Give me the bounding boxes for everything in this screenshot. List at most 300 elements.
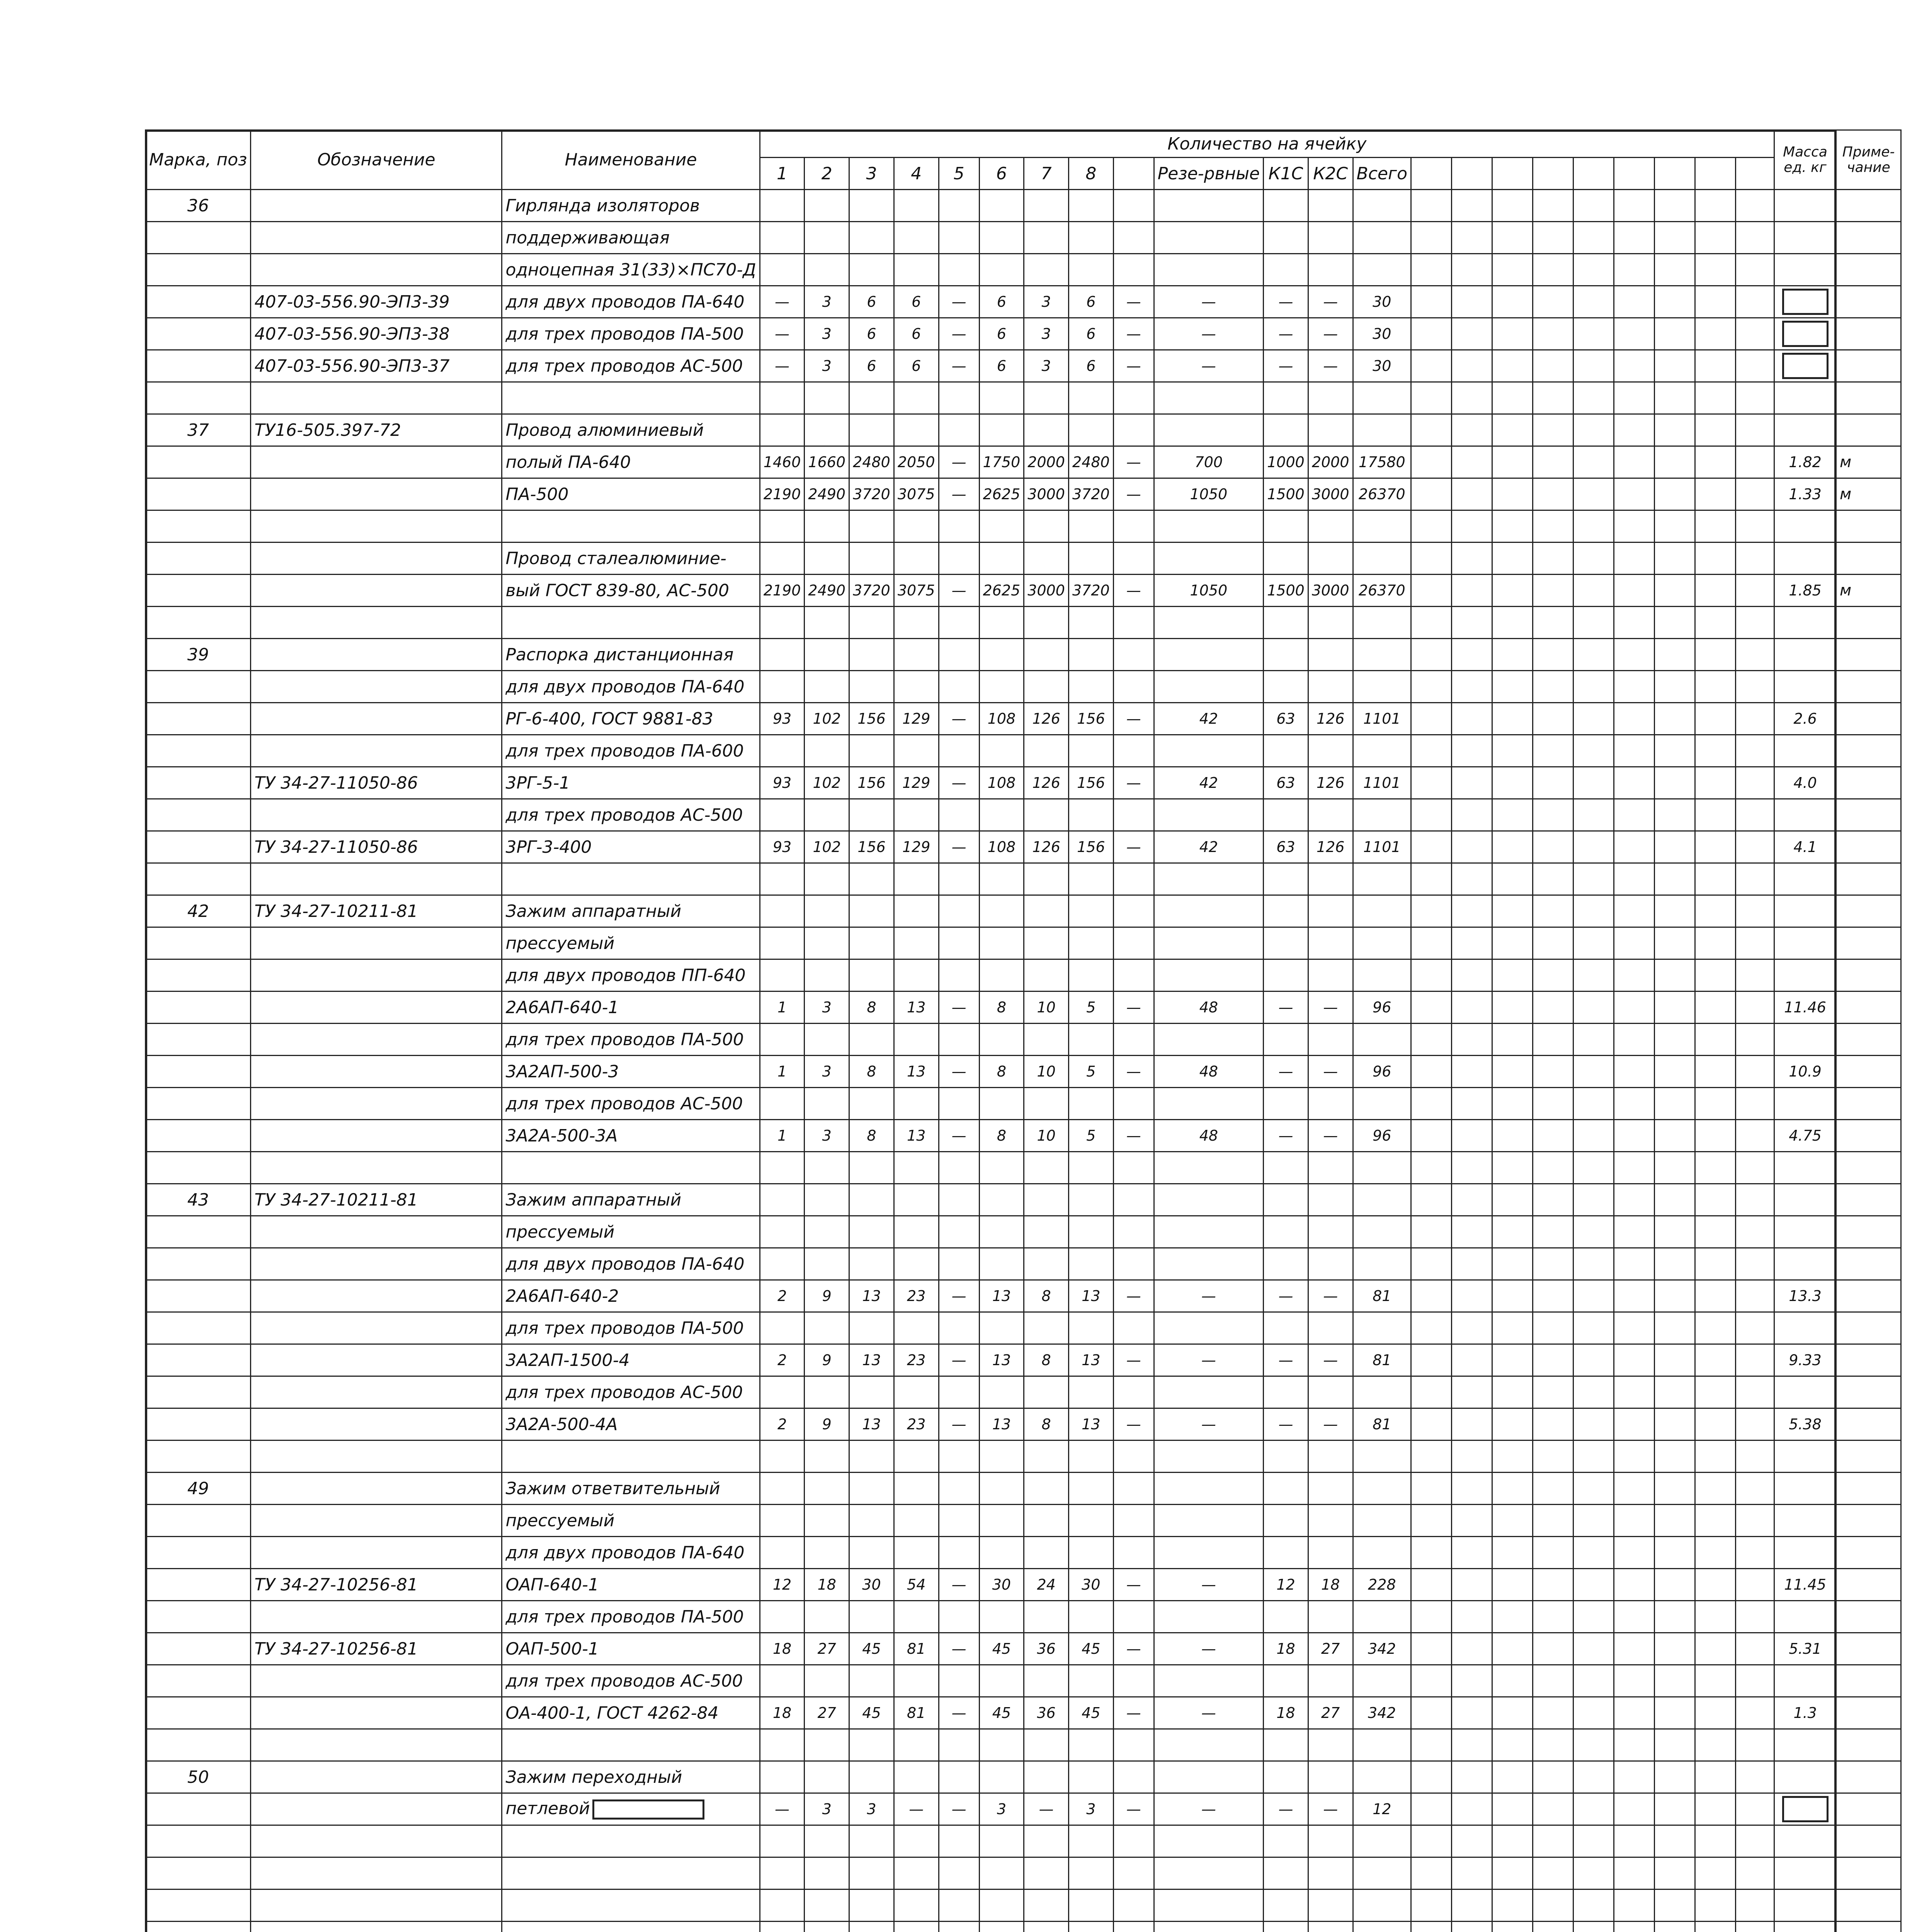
quantity-cell bbox=[1533, 1665, 1573, 1697]
quantity-cell bbox=[1695, 446, 1736, 478]
quantity-cell bbox=[979, 1889, 1024, 1922]
quantity-cell bbox=[849, 1922, 894, 1932]
quantity-cell bbox=[1655, 1184, 1695, 1216]
quantity-cell bbox=[1614, 1793, 1655, 1825]
quantity-cell: 3075 bbox=[894, 575, 939, 607]
quantity-cell bbox=[1154, 799, 1263, 831]
quantity-cell: 1101 bbox=[1353, 703, 1411, 735]
quantity-cell bbox=[894, 671, 939, 703]
quantity-cell: 156 bbox=[849, 703, 894, 735]
table-row bbox=[146, 1569, 1901, 1601]
name-cell bbox=[502, 863, 760, 895]
quantity-subheader bbox=[1614, 158, 1655, 190]
quantity-cell: 129 bbox=[894, 703, 939, 735]
quantity-cell bbox=[1736, 1889, 1774, 1922]
quantity-cell bbox=[1655, 671, 1695, 703]
mass-cell bbox=[1774, 1216, 1836, 1248]
name-cell bbox=[502, 1505, 760, 1537]
name-text: Зажим ответвительный bbox=[505, 1478, 720, 1498]
position-cell bbox=[146, 1922, 251, 1932]
quantity-cell bbox=[1113, 1376, 1154, 1408]
quantity-cell: — bbox=[939, 446, 979, 478]
quantity-cell bbox=[1655, 1569, 1695, 1601]
quantity-cell bbox=[1736, 318, 1774, 350]
designation-cell bbox=[251, 927, 502, 959]
blank-mass-box bbox=[1782, 353, 1829, 379]
quantity-cell bbox=[1154, 927, 1263, 959]
note-cell bbox=[1836, 190, 1901, 222]
quantity-cell bbox=[979, 1729, 1024, 1761]
quantity-cell bbox=[1614, 1056, 1655, 1088]
quantity-cell bbox=[1736, 992, 1774, 1024]
quantity-cell: — bbox=[1154, 286, 1263, 318]
quantity-cell: 9 bbox=[805, 1408, 849, 1440]
quantity-cell bbox=[1154, 1312, 1263, 1344]
designation-cell: ТУ 34-27-10256-81 bbox=[251, 1633, 502, 1665]
quantity-cell: 228 bbox=[1353, 1569, 1411, 1601]
quantity-cell bbox=[1533, 1184, 1573, 1216]
quantity-subheader: 8 bbox=[1069, 158, 1114, 190]
quantity-cell: 96 bbox=[1353, 992, 1411, 1024]
quantity-cell bbox=[760, 382, 805, 414]
quantity-cell bbox=[1411, 382, 1452, 414]
note-cell bbox=[1836, 992, 1901, 1024]
quantity-cell bbox=[849, 607, 894, 639]
quantity-cell: 42 bbox=[1154, 831, 1263, 863]
quantity-cell bbox=[939, 414, 979, 446]
quantity-cell bbox=[939, 1761, 979, 1793]
quantity-cell bbox=[1736, 1473, 1774, 1505]
quantity-cell bbox=[1533, 1505, 1573, 1537]
name-cell bbox=[502, 1537, 760, 1569]
quantity-cell: 45 bbox=[849, 1633, 894, 1665]
quantity-cell: 2490 bbox=[805, 478, 849, 510]
quantity-cell bbox=[1533, 190, 1573, 222]
quantity-cell bbox=[1655, 575, 1695, 607]
quantity-cell bbox=[1614, 1889, 1655, 1922]
quantity-cell bbox=[894, 382, 939, 414]
quantity-cell: — bbox=[1113, 992, 1154, 1024]
quantity-cell bbox=[1573, 1088, 1614, 1120]
quantity-cell bbox=[1069, 671, 1114, 703]
quantity-cell: 3720 bbox=[1069, 575, 1114, 607]
quantity-cell bbox=[1492, 1152, 1533, 1184]
designation-cell bbox=[251, 1440, 502, 1473]
quantity-cell: 9 bbox=[805, 1344, 849, 1376]
quantity-cell bbox=[1154, 959, 1263, 992]
quantity-cell: 156 bbox=[1069, 831, 1114, 863]
quantity-cell: 156 bbox=[849, 831, 894, 863]
quantity-cell: — bbox=[939, 1120, 979, 1152]
quantity-cell bbox=[1614, 1152, 1655, 1184]
table-row bbox=[146, 1120, 1901, 1152]
quantity-cell: 3720 bbox=[1069, 478, 1114, 510]
quantity-cell: 3 bbox=[1024, 318, 1069, 350]
quantity-cell: 63 bbox=[1264, 831, 1308, 863]
quantity-cell: 8 bbox=[979, 1056, 1024, 1088]
quantity-cell: 6 bbox=[894, 350, 939, 382]
quantity-cell: 13 bbox=[849, 1408, 894, 1440]
name-text: для трех проводов ПА-500 bbox=[505, 1318, 744, 1338]
quantity-cell bbox=[1736, 1088, 1774, 1120]
quantity-cell: 18 bbox=[760, 1633, 805, 1665]
quantity-cell bbox=[1614, 1569, 1655, 1601]
quantity-cell: 45 bbox=[1069, 1633, 1114, 1665]
mass-cell bbox=[1774, 1857, 1836, 1889]
quantity-cell: 54 bbox=[894, 1569, 939, 1601]
name-text: для трех проводов ПА-500 bbox=[505, 1029, 744, 1049]
quantity-cell bbox=[1736, 382, 1774, 414]
quantity-cell bbox=[1573, 863, 1614, 895]
quantity-cell bbox=[1533, 350, 1573, 382]
quantity-cell bbox=[1353, 1088, 1411, 1120]
quantity-cell: 2625 bbox=[979, 575, 1024, 607]
quantity-cell bbox=[1452, 831, 1492, 863]
quantity-cell bbox=[1308, 1889, 1353, 1922]
quantity-cell bbox=[1411, 1601, 1452, 1633]
quantity-cell: 81 bbox=[1353, 1408, 1411, 1440]
table-row bbox=[146, 1761, 1901, 1793]
quantity-cell bbox=[1411, 639, 1452, 671]
quantity-cell bbox=[1573, 286, 1614, 318]
quantity-cell bbox=[1655, 1857, 1695, 1889]
quantity-cell bbox=[1492, 639, 1533, 671]
mass-cell: 1.3 bbox=[1774, 1697, 1836, 1729]
note-cell bbox=[1836, 1569, 1901, 1601]
quantity-cell bbox=[1573, 222, 1614, 254]
quantity-cell bbox=[1069, 510, 1114, 543]
designation-cell: ТУ 34-27-11050-86 bbox=[251, 831, 502, 863]
name-cell bbox=[502, 639, 760, 671]
quantity-cell bbox=[1614, 767, 1655, 799]
quantity-cell: — bbox=[1113, 286, 1154, 318]
quantity-cell bbox=[939, 863, 979, 895]
quantity-cell: 5 bbox=[1069, 1056, 1114, 1088]
quantity-cell bbox=[1695, 1665, 1736, 1697]
quantity-cell: 2 bbox=[760, 1408, 805, 1440]
quantity-cell bbox=[1492, 1505, 1533, 1537]
quantity-cell bbox=[1533, 1408, 1573, 1440]
table-row bbox=[146, 767, 1901, 799]
name-text: полый ПА-640 bbox=[505, 452, 631, 472]
designation-cell bbox=[251, 1280, 502, 1312]
name-cell bbox=[502, 286, 760, 318]
quantity-cell bbox=[760, 639, 805, 671]
quantity-cell bbox=[1411, 799, 1452, 831]
quantity-cell bbox=[1573, 1569, 1614, 1601]
position-cell bbox=[146, 1793, 251, 1825]
quantity-cell: 2480 bbox=[849, 446, 894, 478]
quantity-cell bbox=[1695, 1697, 1736, 1729]
quantity-cell bbox=[1736, 446, 1774, 478]
quantity-cell: 42 bbox=[1154, 767, 1263, 799]
quantity-cell: 3 bbox=[805, 350, 849, 382]
quantity-cell bbox=[1492, 222, 1533, 254]
quantity-cell bbox=[1492, 1665, 1533, 1697]
quantity-cell bbox=[1069, 735, 1114, 767]
quantity-cell bbox=[1113, 222, 1154, 254]
quantity-cell bbox=[1533, 1857, 1573, 1889]
quantity-cell bbox=[1113, 1248, 1154, 1280]
quantity-cell bbox=[1492, 1793, 1533, 1825]
table-row bbox=[146, 1922, 1901, 1932]
quantity-cell bbox=[1614, 1120, 1655, 1152]
quantity-cell bbox=[1308, 1857, 1353, 1889]
quantity-cell: 6 bbox=[1069, 350, 1114, 382]
quantity-cell bbox=[1573, 1601, 1614, 1633]
quantity-cell bbox=[1492, 1280, 1533, 1312]
quantity-cell bbox=[849, 863, 894, 895]
note-cell bbox=[1836, 1024, 1901, 1056]
quantity-cell bbox=[1069, 222, 1114, 254]
mass-cell bbox=[1774, 414, 1836, 446]
quantity-cell bbox=[1264, 1216, 1308, 1248]
quantity-cell bbox=[1492, 1922, 1533, 1932]
quantity-cell bbox=[1411, 1280, 1452, 1312]
quantity-cell: 6 bbox=[849, 318, 894, 350]
name-cell bbox=[502, 895, 760, 927]
quantity-cell bbox=[1024, 382, 1069, 414]
quantity-cell bbox=[1308, 1505, 1353, 1537]
name-text: прессуемый bbox=[505, 1222, 615, 1242]
quantity-cell bbox=[1024, 1761, 1069, 1793]
quantity-cell bbox=[1655, 1633, 1695, 1665]
designation-cell bbox=[251, 607, 502, 639]
quantity-cell bbox=[1452, 1216, 1492, 1248]
quantity-cell bbox=[1695, 703, 1736, 735]
designation-cell bbox=[251, 992, 502, 1024]
quantity-cell bbox=[1154, 1216, 1263, 1248]
note-cell bbox=[1836, 1697, 1901, 1729]
quantity-cell bbox=[1069, 1184, 1114, 1216]
quantity-cell: 13 bbox=[1069, 1408, 1114, 1440]
quantity-cell: 1 bbox=[760, 1120, 805, 1152]
quantity-cell: — bbox=[939, 286, 979, 318]
quantity-cell: — bbox=[1154, 350, 1263, 382]
position-cell: 49 bbox=[146, 1473, 251, 1505]
name-cell bbox=[502, 927, 760, 959]
quantity-cell bbox=[939, 1088, 979, 1120]
name-cell bbox=[502, 1857, 760, 1889]
position-cell: 43 bbox=[146, 1184, 251, 1216]
quantity-cell bbox=[1264, 927, 1308, 959]
quantity-cell: 2 bbox=[760, 1280, 805, 1312]
quantity-cell bbox=[1573, 575, 1614, 607]
quantity-cell bbox=[1533, 1120, 1573, 1152]
mass-cell bbox=[1774, 1601, 1836, 1633]
quantity-cell bbox=[1154, 1665, 1263, 1697]
position-cell bbox=[146, 478, 251, 510]
quantity-cell bbox=[1655, 1665, 1695, 1697]
quantity-subheader bbox=[1533, 158, 1573, 190]
note-cell bbox=[1836, 1922, 1901, 1932]
quantity-cell: 129 bbox=[894, 767, 939, 799]
position-cell bbox=[146, 1248, 251, 1280]
quantity-cell bbox=[760, 1537, 805, 1569]
quantity-cell: — bbox=[1308, 286, 1353, 318]
position-cell: 36 bbox=[146, 190, 251, 222]
quantity-cell: 63 bbox=[1264, 703, 1308, 735]
quantity-cell bbox=[849, 639, 894, 671]
note-cell bbox=[1836, 1665, 1901, 1697]
mass-cell: 1.82 bbox=[1774, 446, 1836, 478]
quantity-cell bbox=[939, 1825, 979, 1857]
quantity-cell bbox=[1533, 1088, 1573, 1120]
designation-cell bbox=[251, 735, 502, 767]
quantity-cell bbox=[1533, 286, 1573, 318]
position-cell bbox=[146, 959, 251, 992]
quantity-cell bbox=[849, 543, 894, 575]
table-row bbox=[146, 222, 1901, 254]
quantity-cell bbox=[894, 735, 939, 767]
quantity-cell bbox=[1452, 190, 1492, 222]
quantity-cell: 13 bbox=[979, 1408, 1024, 1440]
quantity-cell: 36 bbox=[1024, 1697, 1069, 1729]
quantity-cell bbox=[1533, 1024, 1573, 1056]
quantity-cell bbox=[1533, 799, 1573, 831]
quantity-cell bbox=[1492, 1344, 1533, 1376]
quantity-cell: 2625 bbox=[979, 478, 1024, 510]
quantity-cell bbox=[1452, 1761, 1492, 1793]
quantity-cell bbox=[1411, 1665, 1452, 1697]
quantity-cell bbox=[1492, 1761, 1533, 1793]
quantity-cell bbox=[1353, 510, 1411, 543]
quantity-cell bbox=[1024, 1216, 1069, 1248]
name-cell bbox=[502, 1793, 760, 1825]
quantity-cell bbox=[1069, 607, 1114, 639]
name-cell bbox=[502, 190, 760, 222]
quantity-cell bbox=[1069, 1024, 1114, 1056]
quantity-cell bbox=[894, 959, 939, 992]
quantity-cell bbox=[1411, 1761, 1452, 1793]
quantity-cell bbox=[1411, 222, 1452, 254]
quantity-cell bbox=[1695, 1729, 1736, 1761]
designation-cell bbox=[251, 190, 502, 222]
quantity-cell: 3 bbox=[805, 1120, 849, 1152]
quantity-cell bbox=[894, 1505, 939, 1537]
mass-cell: 4.75 bbox=[1774, 1120, 1836, 1152]
quantity-cell bbox=[760, 1857, 805, 1889]
quantity-cell bbox=[1736, 735, 1774, 767]
name-cell bbox=[502, 1889, 760, 1922]
quantity-cell bbox=[1308, 1761, 1353, 1793]
quantity-cell bbox=[939, 1505, 979, 1537]
quantity-cell: 8 bbox=[849, 992, 894, 1024]
position-cell bbox=[146, 1665, 251, 1697]
quantity-cell bbox=[1308, 1248, 1353, 1280]
quantity-cell: — bbox=[939, 1697, 979, 1729]
quantity-cell bbox=[1024, 1376, 1069, 1408]
quantity-cell bbox=[1533, 1761, 1573, 1793]
quantity-cell bbox=[1573, 254, 1614, 286]
quantity-cell: 48 bbox=[1154, 1056, 1263, 1088]
position-cell bbox=[146, 927, 251, 959]
quantity-cell bbox=[1452, 1344, 1492, 1376]
quantity-subheader bbox=[1573, 158, 1614, 190]
name-text: для трех проводов ПА-500 bbox=[505, 1607, 744, 1627]
quantity-cell bbox=[894, 639, 939, 671]
quantity-cell bbox=[1655, 607, 1695, 639]
quantity-cell: 156 bbox=[849, 767, 894, 799]
quantity-cell bbox=[1614, 1440, 1655, 1473]
quantity-cell: — bbox=[1113, 767, 1154, 799]
quantity-cell: 3 bbox=[805, 286, 849, 318]
quantity-cell bbox=[1695, 1184, 1736, 1216]
position-cell bbox=[146, 863, 251, 895]
quantity-cell bbox=[1113, 543, 1154, 575]
note-cell bbox=[1836, 318, 1901, 350]
quantity-cell bbox=[1492, 863, 1533, 895]
quantity-cell bbox=[1614, 959, 1655, 992]
name-cell bbox=[502, 1761, 760, 1793]
quantity-cell bbox=[1736, 1312, 1774, 1344]
quantity-cell bbox=[1695, 1505, 1736, 1537]
quantity-cell bbox=[1264, 1825, 1308, 1857]
quantity-cell bbox=[1736, 863, 1774, 895]
quantity-cell bbox=[760, 927, 805, 959]
quantity-cell bbox=[1533, 671, 1573, 703]
quantity-cell bbox=[1695, 927, 1736, 959]
quantity-cell bbox=[1573, 1376, 1614, 1408]
name-text: петлевой bbox=[505, 1799, 590, 1818]
quantity-cell: 6 bbox=[894, 286, 939, 318]
quantity-cell bbox=[1308, 1376, 1353, 1408]
quantity-cell: 12 bbox=[1264, 1569, 1308, 1601]
table-row bbox=[146, 1505, 1901, 1537]
note-cell bbox=[1836, 1344, 1901, 1376]
designation-cell: 407-03-556.90-ЭП3-37 bbox=[251, 350, 502, 382]
mass-cell bbox=[1774, 1376, 1836, 1408]
quantity-cell bbox=[894, 895, 939, 927]
quantity-cell bbox=[1264, 1889, 1308, 1922]
quantity-cell bbox=[1264, 254, 1308, 286]
quantity-cell: — bbox=[1113, 575, 1154, 607]
quantity-cell bbox=[894, 799, 939, 831]
quantity-cell bbox=[1655, 222, 1695, 254]
name-cell bbox=[502, 1922, 760, 1932]
quantity-cell bbox=[1308, 222, 1353, 254]
quantity-cell bbox=[1452, 350, 1492, 382]
quantity-cell bbox=[1655, 1761, 1695, 1793]
quantity-cell bbox=[894, 1857, 939, 1889]
quantity-cell bbox=[760, 1665, 805, 1697]
quantity-cell bbox=[1069, 1601, 1114, 1633]
quantity-cell bbox=[979, 1216, 1024, 1248]
col-mass-header: Масса ед. кг bbox=[1774, 130, 1836, 190]
quantity-cell bbox=[805, 1665, 849, 1697]
note-cell bbox=[1836, 1793, 1901, 1825]
quantity-cell bbox=[1308, 639, 1353, 671]
designation-cell bbox=[251, 1376, 502, 1408]
quantity-cell bbox=[1411, 414, 1452, 446]
quantity-cell bbox=[894, 222, 939, 254]
quantity-cell bbox=[1492, 671, 1533, 703]
mass-cell bbox=[1774, 1665, 1836, 1697]
quantity-cell: 8 bbox=[1024, 1408, 1069, 1440]
quantity-cell bbox=[849, 414, 894, 446]
quantity-cell: 108 bbox=[979, 767, 1024, 799]
quantity-cell bbox=[1264, 1729, 1308, 1761]
quantity-cell: 3 bbox=[805, 1793, 849, 1825]
quantity-cell bbox=[1492, 959, 1533, 992]
quantity-cell: 126 bbox=[1308, 767, 1353, 799]
quantity-cell: — bbox=[939, 1633, 979, 1665]
note-cell bbox=[1836, 1633, 1901, 1665]
quantity-cell bbox=[1573, 1248, 1614, 1280]
quantity-cell bbox=[1573, 1697, 1614, 1729]
quantity-cell bbox=[1655, 1216, 1695, 1248]
quantity-cell: 1500 bbox=[1264, 478, 1308, 510]
